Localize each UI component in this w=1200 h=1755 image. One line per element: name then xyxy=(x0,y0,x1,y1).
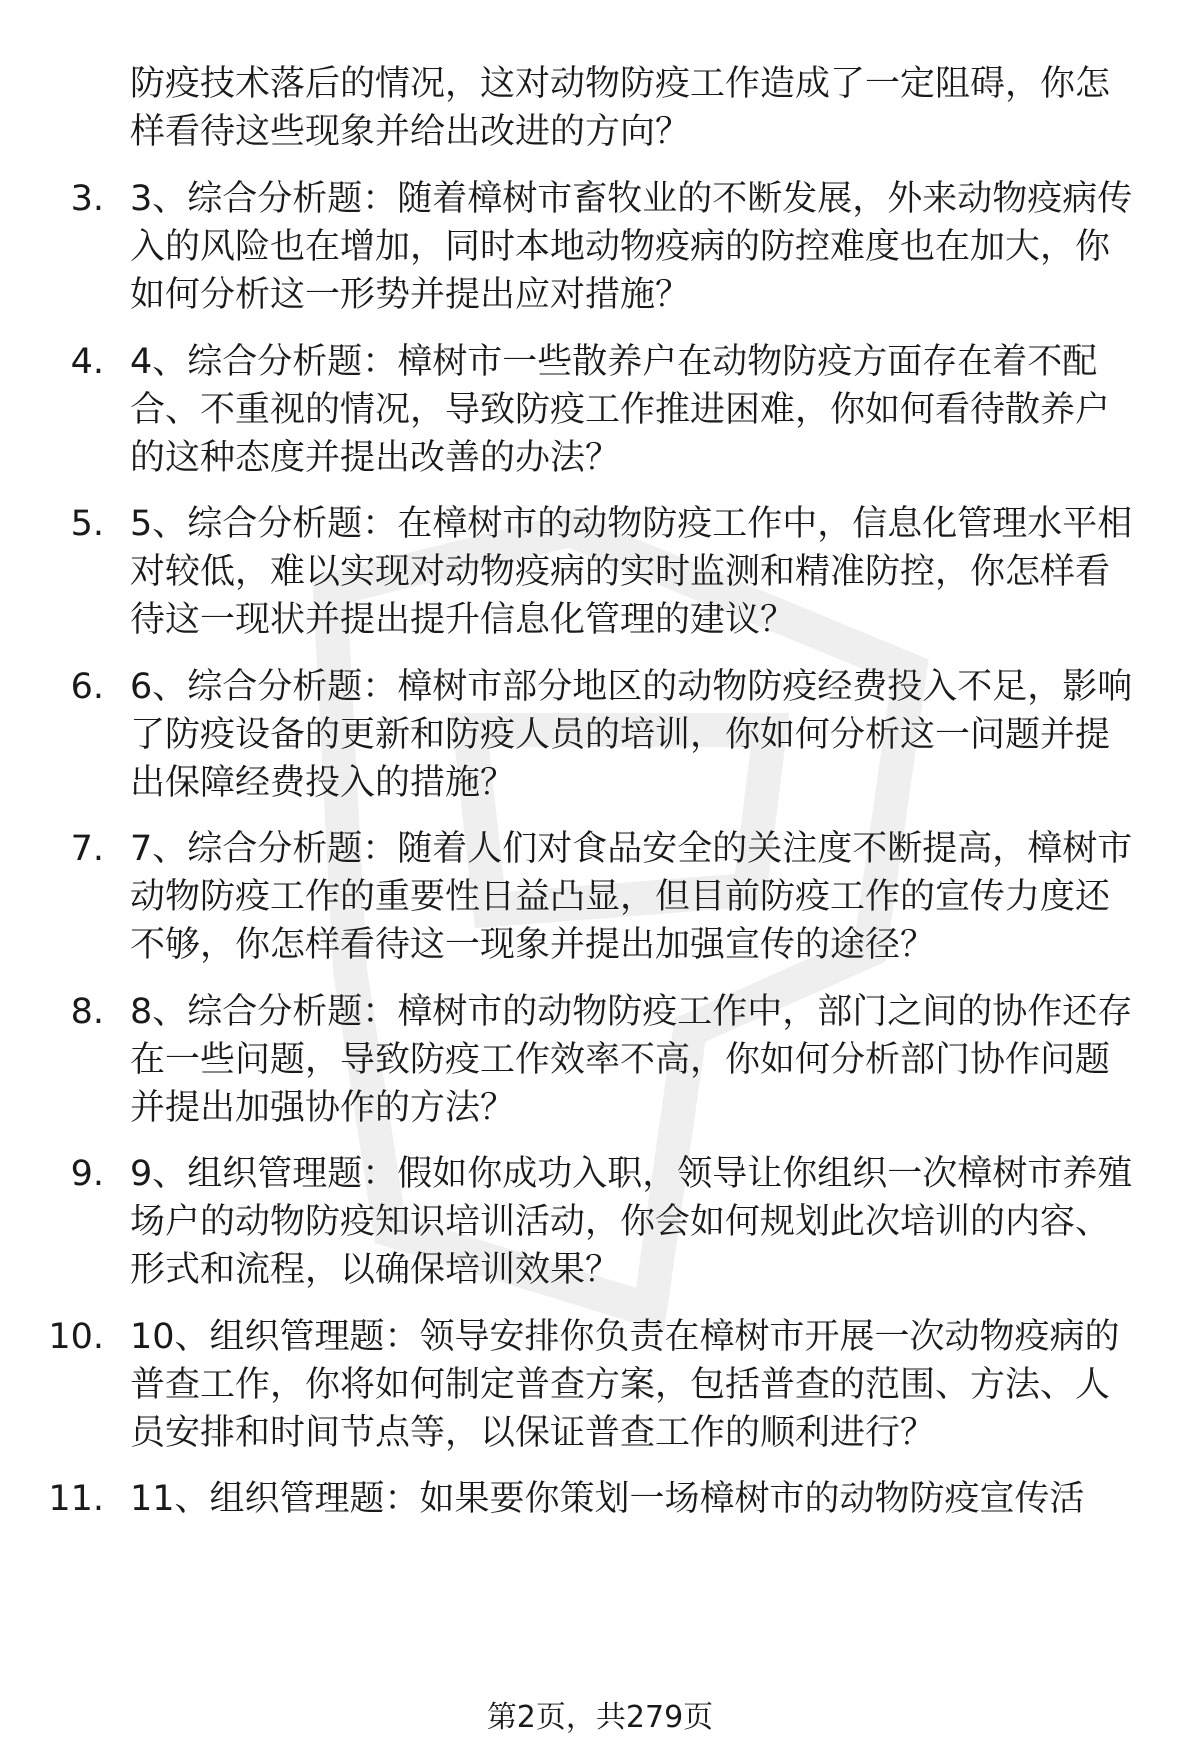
list-item-text: 9、组织管理题：假如你成功入职，领导让你组织一次樟树市养殖场户的动物防疫知识培训活动，你会如何规划此次培训的内容、形式和流程，以确保培训效果？ xyxy=(130,1154,1133,1290)
list-item-text: 11、组织管理题：如果要你策划一场樟树市的动物防疫宣传活 xyxy=(130,1479,1085,1519)
list-item-number: 7. xyxy=(70,829,104,869)
list-item-number: 6. xyxy=(70,667,104,707)
list-item-number: 10. xyxy=(48,1317,104,1357)
list-item-number: 11. xyxy=(48,1479,104,1519)
list-item-number: 8. xyxy=(70,992,104,1032)
list-item-text: 10、组织管理题：领导安排你负责在樟树市开展一次动物疫病的普查工作，你将如何制定普查方案，包括普查的范围、方法、人员安排和时间节点等，以保证普查工作的顺利进行？ xyxy=(130,1317,1120,1453)
list-item-number: 3. xyxy=(70,179,104,219)
list-item-number: 9. xyxy=(70,1154,104,1194)
continuation-paragraph: 防疫技术落后的情况，这对动物防疫工作造成了一定阻碍，你怎样看待这些现象并给出改进的方向？ xyxy=(130,64,1111,152)
list-item-number: 4. xyxy=(70,342,104,382)
list-item-text: 4、综合分析题：樟树市一些散养户在动物防疫方面存在着不配合、不重视的情况，导致防疫工作推进困难，你如何看待散养户的这种态度并提出改善的办法？ xyxy=(130,342,1111,478)
list-item-text: 7、综合分析题：随着人们对食品安全的关注度不断提高，樟树市动物防疫工作的重要性日益凸显，但目前防疫工作的宣传力度还不够，你怎样看待这一现象并提出加强宣传的途径？ xyxy=(130,829,1133,965)
list-item-text: 8、综合分析题：樟树市的动物防疫工作中，部门之间的协作还存在一些问题，导致防疫工作效率不高，你如何分析部门协作问题并提出加强协作的方法？ xyxy=(130,992,1133,1128)
list-item-number: 5. xyxy=(70,504,104,544)
list-item-text: 6、综合分析题：樟树市部分地区的动物防疫经费投入不足，影响了防疫设备的更新和防疫人员的培训，你如何分析这一问题并提出保障经费投入的措施？ xyxy=(130,667,1133,803)
list-item-text: 3、综合分析题：随着樟树市畜牧业的不断发展，外来动物疫病传入的风险也在增加，同时本地动物疫病的防控难度也在加大，你如何分析这一形势并提出应对措施？ xyxy=(130,179,1133,315)
list-item-text: 5、综合分析题：在樟树市的动物防疫工作中，信息化管理水平相对较低，难以实现对动物疫病的实时监测和精准防控，你怎样看待这一现状并提出提升信息化管理的建议？ xyxy=(130,504,1133,640)
page-footer: 第2页，共279页 xyxy=(486,1700,714,1735)
